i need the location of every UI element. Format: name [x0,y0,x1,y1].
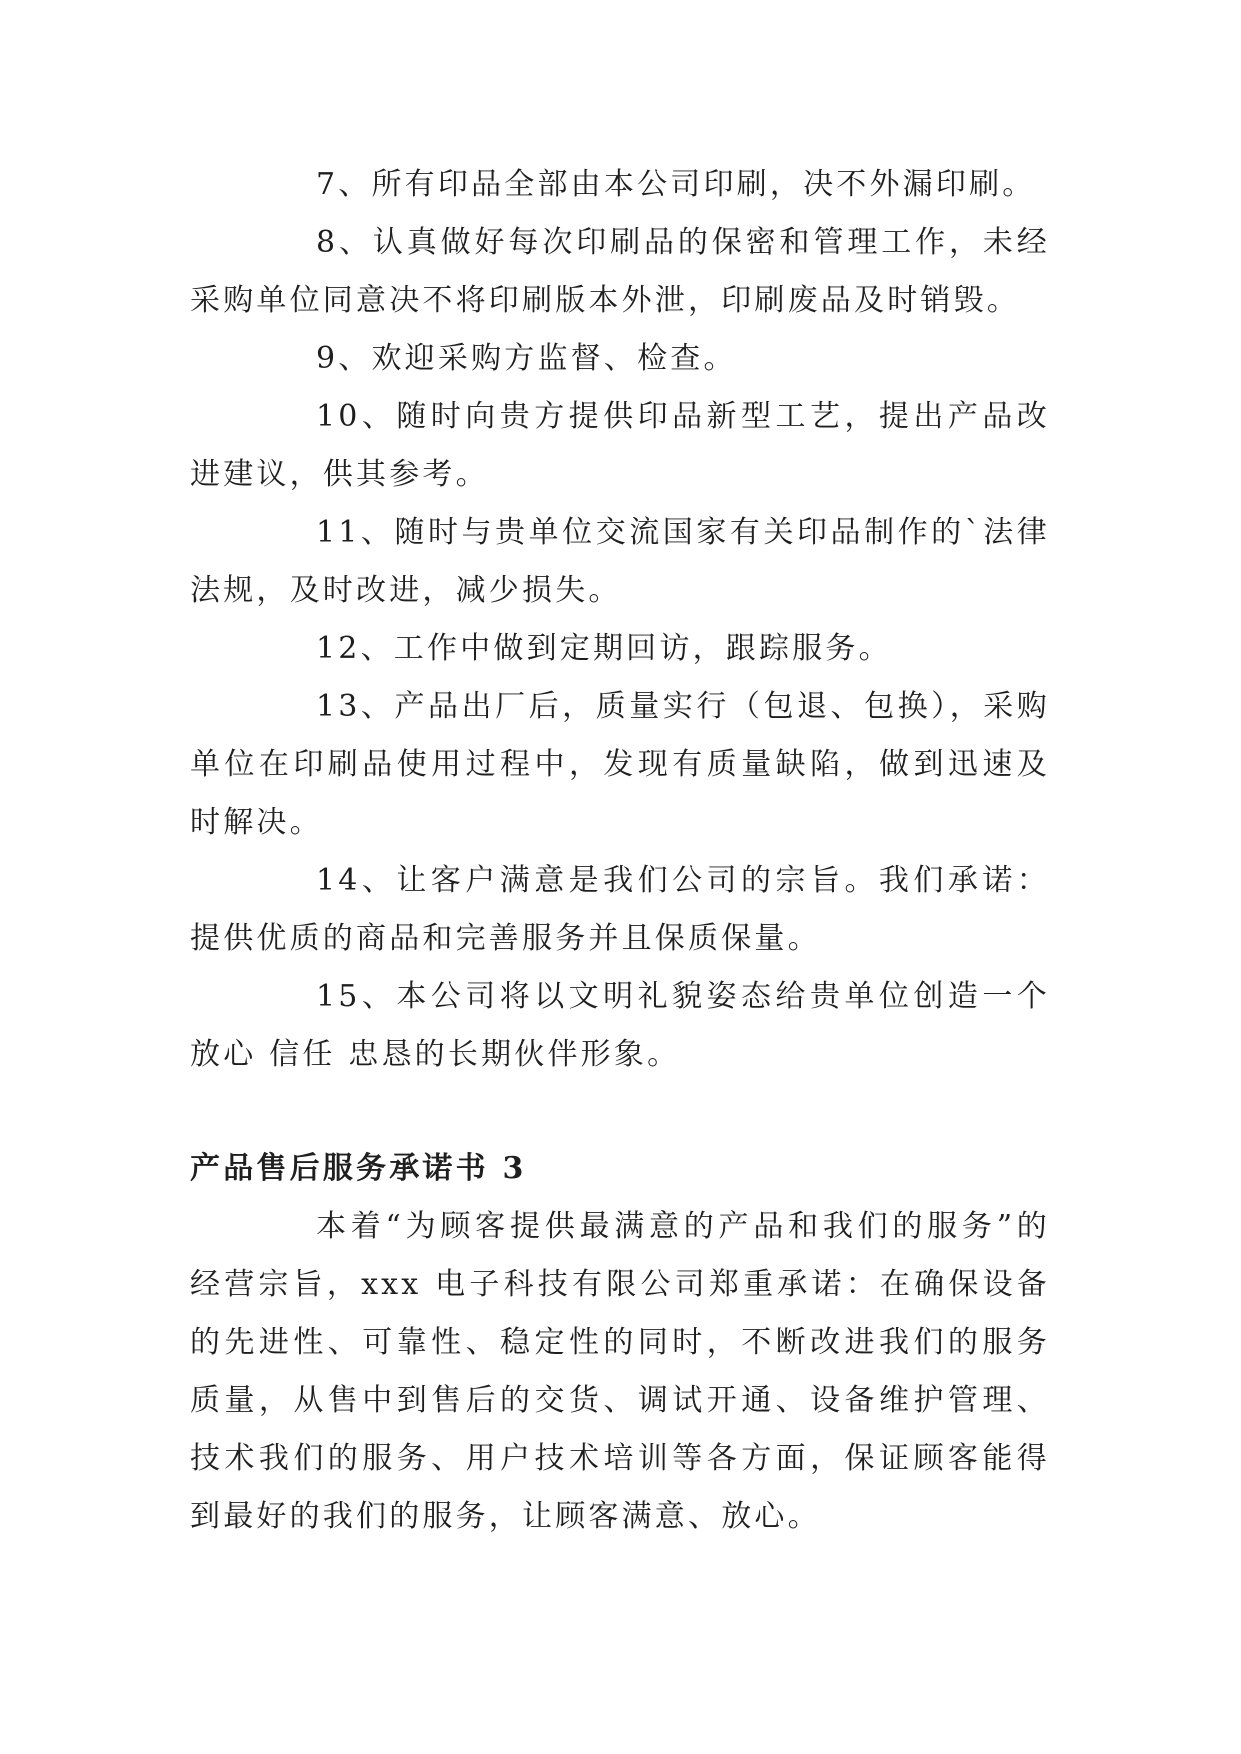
list-item-13: 13、产品出厂后，质量实行（包退、包换），采购单位在印刷品使用过程中，发现有质量缺陷，做到迅速及时解决。 [190,689,1050,840]
document-content [190,156,1050,1546]
list-item-9: 9、欢迎采购方监督、检查。 [316,341,737,376]
list-item-8: 8、认真做好每次印刷品的保密和管理工作，未经采购单位同意决不将印刷版本外泄，印刷废品及时销毁。 [190,225,1050,318]
list-item-11: 11、随时与贵单位交流国家有关印品制作的`法律法规，及时改进，减少损失。 [190,515,1050,608]
list-item-14: 14、让客户满意是我们公司的宗旨。我们承诺：提供优质的商品和完善服务并且保质保量。 [190,863,1050,956]
list-item-7: 7、所有印品全部由本公司印刷，决不外漏印刷。 [316,167,1036,202]
section-title: 产品售后服务承诺书 3 [190,1151,527,1186]
section-body-paragraph: 本着“为顾客提供最满意的产品和我们的服务”的经营宗旨，xxx 电子科技有限公司郑重承诺：在确保设备的先进性、可靠性、稳定性的同时，不断改进我们的服务质量，从售中到售后的交货、调试开通、设备维护管理、技术我们的服务、用户技术培训等各方面，保证顾客能得到最好的我们的服务，让顾客满意、放心。 [190,1209,1050,1534]
list-item-10: 10、随时向贵方提供印品新型工艺，提出产品改进建议，供其参考。 [190,399,1050,492]
section-spacer [190,1084,1050,1140]
list-item-12: 12、工作中做到定期回访，跟踪服务。 [316,631,892,666]
list-item-15: 15、本公司将以文明礼貌姿态给贵单位创造一个放心 信任 忠恳的长期伙伴形象。 [190,979,1050,1072]
